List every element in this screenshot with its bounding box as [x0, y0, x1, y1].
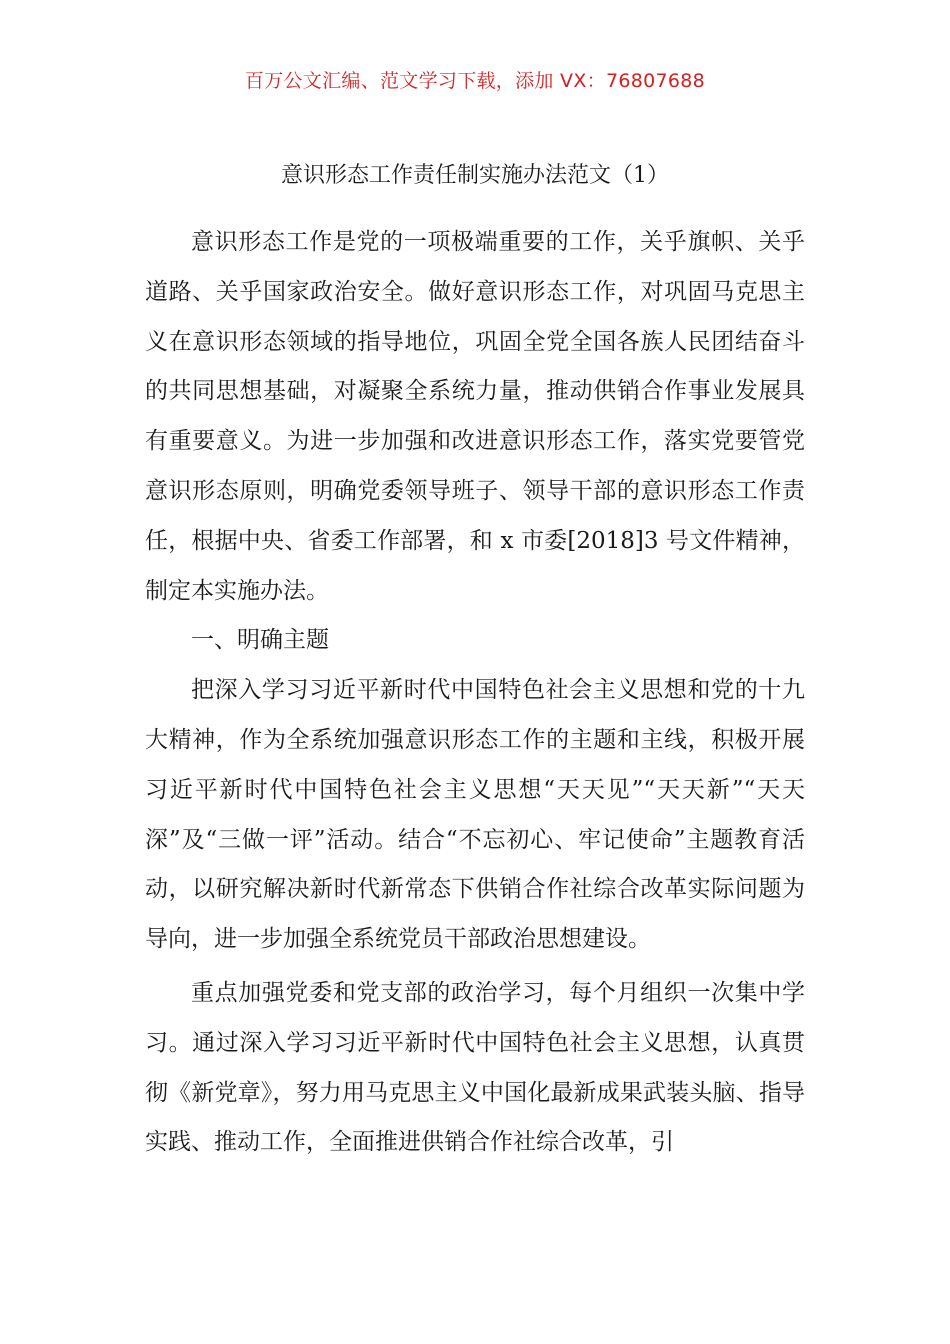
paragraph-study: 重点加强党委和党支部的政治学习，每个月组织一次集中学习。通过深入学习习近平新时代中国特色社会主义思想，认真贯彻《新党章》，努力用马克思主义中国化最新成果武装头脑、指导实践、推动工作，全面推进供销合作社综合改革，引	[145, 979, 805, 1156]
paragraph-theme: 把深入学习习近平新时代中国特色社会主义思想和党的十九大精神，作为全系统加强意识形态工作的主题和主线，积极开展习近平新时代中国特色社会主义思想“天天见”“天天新”“天天深”及“三做一评”活动。结合“不忘初心、牢记使命”主题教育活动，以研究解决新时代新常态下供销合作社综合改革实际问题为导向，进一步加强全系统党员干部政治思想建设。	[145, 677, 805, 953]
document-title: 意识形态工作责任制实施办法范文（1）	[281, 163, 669, 188]
paragraph-intro: 意识形态工作是党的一项极端重要的工作，关乎旗帜、关乎道路、关乎国家政治安全。做好意识形态工作，对巩固马克思主义在意识形态领域的指导地位，巩固全党全国各族人民团结奋斗的共同思想基础，对凝聚全系统力量，推动供销合作事业发展具有重要意义。为进一步加强和改进意识形态工作，落实党要管党意识形态原则，明确党委领导班子、领导干部的意识形态工作责任，根据中央、省委工作部署，和 x 市委[2018]3 号文件精神，制定本实施办法。	[145, 229, 805, 604]
header-banner: 百万公文汇编、范文学习下载，添加 VX：76807688	[244, 70, 706, 92]
document-body	[145, 218, 805, 1168]
section-heading: 一、明确主题	[191, 627, 329, 654]
